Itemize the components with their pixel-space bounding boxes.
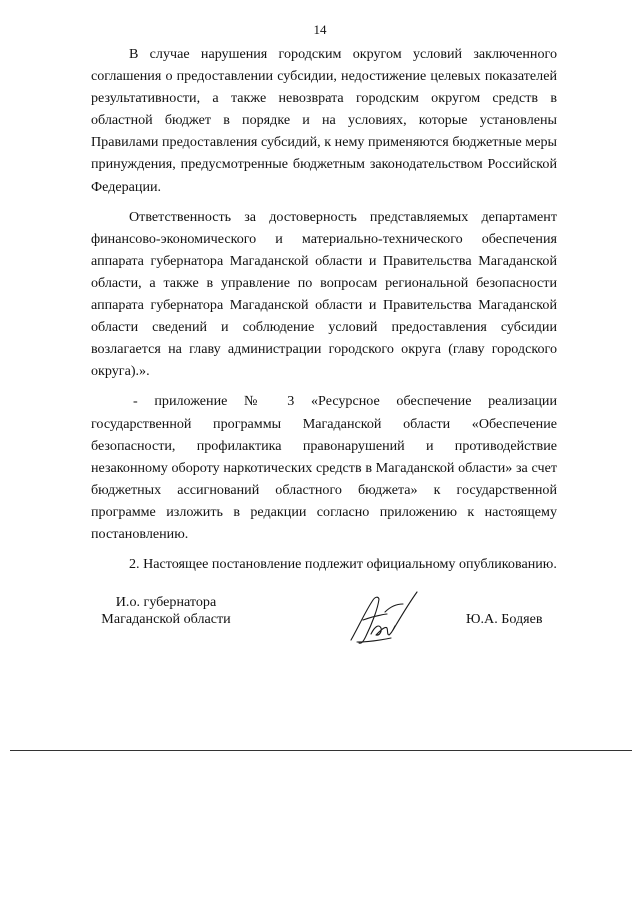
signatory-title-line-1: И.о. губернатора — [115, 594, 217, 610]
signature-block — [0, 590, 640, 650]
signatory-title-line-2: Магаданской области — [101, 611, 231, 627]
handwritten-signature — [345, 590, 425, 648]
document-body — [91, 43, 557, 583]
paragraph-responsibility: Ответственность за достоверность представляемых департамент финансово-экономического и материально-технического обеспечения аппарата губернатора Магаданской области и Правительства Магаданской области, а также в управление по вопросам региональной безопасности аппарата губернатора Магаданской области и Правительства Магаданской области сведений и соблюдение условий предоставления субсидии возлагается на главу администрации городского округа (главу городского округа).». — [91, 208, 557, 380]
signatory-name: Ю.А. Бодяев — [466, 611, 543, 627]
page-bottom-divider — [10, 750, 632, 751]
signatory-title — [92, 594, 240, 628]
paragraph-subsidy-violation: В случае нарушения городским округом условий заключенного соглашения о предоставлении субсидии, недостижение целевых показателей результативности, а также невозврата городским округом средств в областной бюджет в порядке и на условиях, которые установлены Правилами предоставления субсидий, к нему применяются бюджетные меры принуждения, предусмотренные бюджетным законодательством Российской Федерации. — [91, 46, 557, 195]
page-number: 14 — [313, 22, 327, 37]
paragraph-appendix-3: - приложение № 3 «Ресурсное обеспечение реализации государственной программы Магаданской области «Обеспечение безопасности, профилактика правонарушений и противодействие незаконному обороту наркотических средств в Магаданской области» за счет бюджетных ассигнований областного бюджета» к государственной программе изложить в редакции согласно приложению к настоящему постановлению. — [91, 393, 557, 542]
paragraph-publication: 2. Настоящее постановление подлежит официальному опубликованию. — [129, 556, 557, 573]
